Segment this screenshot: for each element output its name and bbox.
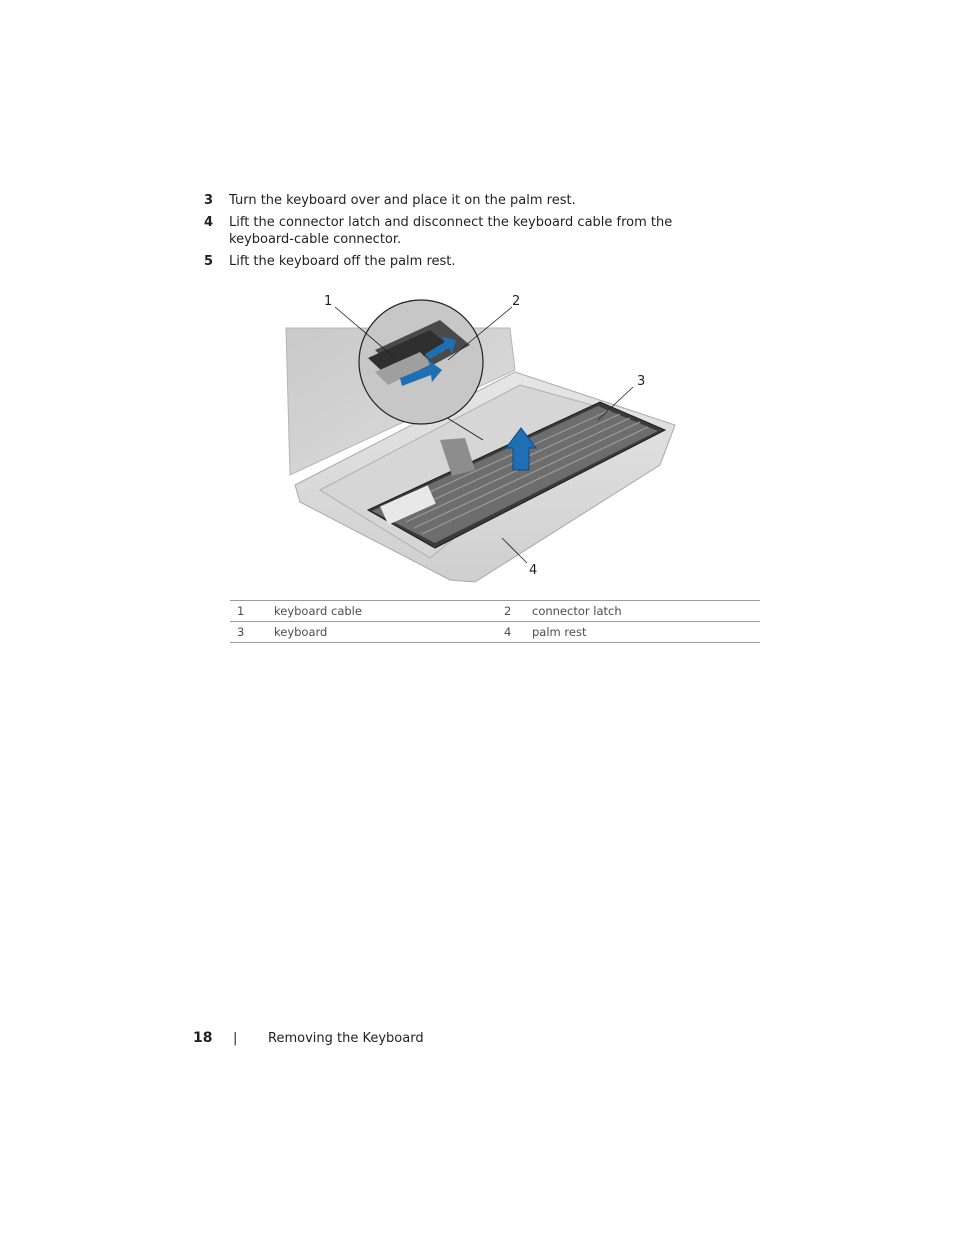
step-3 — [204, 192, 684, 209]
step-text: Lift the connector latch and disconnect the keyboard cable from the keyboard-cable connector. — [229, 215, 673, 247]
procedure-steps — [204, 192, 684, 275]
step-5 — [204, 253, 684, 270]
legend-number: 2 — [504, 601, 532, 622]
keyboard-removal-illustration — [280, 290, 680, 585]
legend-text: connector latch — [532, 601, 760, 622]
legend-text: keyboard — [274, 622, 504, 643]
legend-number: 1 — [230, 601, 274, 622]
callout-3: 3 — [637, 374, 646, 389]
legend-number: 4 — [504, 622, 532, 643]
callout-1: 1 — [324, 294, 333, 309]
page-number: 18 — [193, 1030, 213, 1046]
table-row — [230, 601, 760, 622]
footer-separator: | — [233, 1030, 238, 1046]
legend-text: keyboard cable — [274, 601, 504, 622]
step-text: Turn the keyboard over and place it on the palm rest. — [229, 193, 576, 208]
step-4 — [204, 214, 684, 248]
callout-2: 2 — [512, 294, 521, 309]
page-footer — [193, 1030, 424, 1046]
step-number: 5 — [204, 254, 214, 269]
callout-4: 4 — [529, 563, 538, 578]
legend-number: 3 — [230, 622, 274, 643]
step-number: 3 — [204, 193, 214, 208]
step-text: Lift the keyboard off the palm rest. — [229, 254, 456, 269]
callout-legend-table — [230, 600, 760, 643]
laptop-illustration — [280, 290, 680, 585]
legend-text: palm rest — [532, 622, 760, 643]
step-number: 4 — [204, 215, 214, 230]
section-title: Removing the Keyboard — [268, 1030, 424, 1046]
table-row — [230, 622, 760, 643]
